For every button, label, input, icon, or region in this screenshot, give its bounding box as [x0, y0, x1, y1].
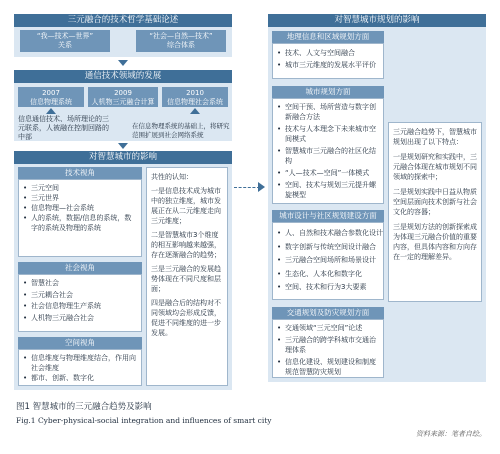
consensus-paragraph-4: 四是融合后的结构对不同领域均会形成反馈，促进不同维度的进一步发展。: [151, 299, 221, 337]
foundation-item-1-line1: “我—技术—世界”: [36, 32, 94, 40]
list-item: • 技术、人文与空间融合: [277, 48, 379, 60]
arrow-up-icon: [190, 108, 200, 114]
foundation-item-1: [20, 30, 110, 52]
regional-title: 地理信息和区域规划方面: [272, 31, 384, 43]
list-item: • 三元融合的跨学科城市交通治理体系: [277, 335, 379, 355]
urban-list: [273, 99, 383, 203]
list-item: • 空间、技术和行为3大要素: [277, 281, 379, 295]
foundation-title: 三元融合的技术哲学基础论述: [14, 14, 232, 27]
impact-title: 对智慧城市的影响: [14, 151, 232, 164]
foundation-item-2-line2: 综合体系: [167, 41, 195, 49]
list-item: • 智慧社会: [23, 278, 137, 290]
community-title: 城市设计与社区规划建设方面: [272, 210, 384, 222]
space-view-box: [18, 349, 142, 386]
list-item: • 城市三元维度的发展水平评价: [277, 60, 379, 72]
transport-title: 交通规划及防灾规划方面: [272, 307, 384, 319]
space-view-list: [19, 350, 141, 386]
consensus-paragraph-3: 三是三元融合的发展趋势体现在不同尺度和层面；: [151, 265, 221, 293]
list-item: • 信息维度与物理维度结合，作用向社会维度: [23, 353, 137, 373]
list-item: • 信息化建设、规划建设和制度规范智慧防灾规划: [277, 357, 379, 377]
arrow-up-icon: [46, 108, 56, 114]
list-item: • 人、自然和技术融合参数化设计: [277, 227, 379, 241]
tech-dev-note-left: 信息通信技术、场所理论的三元联系，人被融在控制回路的中部: [18, 115, 109, 141]
regional-box: [272, 43, 384, 79]
year-2007-label: 信息物理系统: [30, 98, 72, 106]
year-2009: 2009: [114, 89, 132, 97]
list-item: • 交通领域“三元空间”论述: [277, 323, 379, 333]
consensus-box: [146, 167, 228, 386]
list-item: • 生态化、人本化和数字化: [277, 268, 379, 282]
list-item: • 三元世界: [23, 193, 137, 203]
urban-title: 城市规划方面: [272, 86, 384, 98]
foundation-item-2-line1: “社会—自然—技术”: [149, 32, 213, 40]
community-list: [273, 223, 383, 299]
arrow-down-icon: [118, 60, 128, 66]
trend-item-3: 三是规划方法的创新探索成为体现三元融合价值的重要内容，但具体内容和方向存在一定的理解差异。: [393, 223, 477, 261]
figure-source: 资料来源：笔者自绘。: [416, 430, 486, 438]
list-item: • 三元耦合社会: [23, 290, 137, 302]
consensus-paragraph-1: 一是信息技术成为城市中的独立维度，城市发展正在从二元维度走向三元维度；: [151, 187, 221, 225]
list-item: • “人—技术—空间”一体模式: [277, 168, 379, 178]
foundation-item-1-line2: 关系: [58, 41, 72, 49]
list-item: • 人机物三元融合社会: [23, 313, 137, 325]
list-item: • 社会信息物理生产系统: [23, 301, 137, 313]
list-item: • 都市、创新、数字化: [23, 373, 137, 383]
trends-intro: 三元融合趋势下，智慧城市规划出现了以下特点：: [393, 128, 477, 146]
year-2010: 2010: [186, 89, 204, 97]
year-tile-2009: [88, 87, 158, 107]
social-view-box: [18, 274, 142, 332]
arrow-down-icon: [118, 143, 128, 149]
list-item: • 数字创新与传统空间设计融合: [277, 241, 379, 255]
trend-item-2: 二是规划实践中日益从物质空间层面向技术创新与社会文化的容器；: [393, 188, 477, 216]
year-2010-label: 信息物理社会系统: [167, 98, 223, 106]
tech-dev-note-right: 在信息物理系统的基础上，将研究范围扩展到社会网络系统: [132, 122, 230, 139]
space-view-title: 空间视角: [18, 337, 142, 349]
list-item: • 技术与人本理念下未来城市空间模式: [277, 124, 379, 144]
tech-view-title: 技术视角: [18, 167, 142, 179]
year-tile-2010: [162, 87, 228, 107]
list-item: • 信息物理—社会系统: [23, 203, 137, 213]
year-2007: 2007: [42, 89, 60, 97]
consensus-title: 共性的认知：: [151, 173, 193, 181]
planning-title: 对智慧城市规划的影响: [268, 14, 486, 27]
list-item: • 空间干预、场所营造与数字创新融合方法: [277, 102, 379, 122]
trends-box: [388, 122, 482, 302]
social-view-title: 社会视角: [18, 262, 142, 274]
figure-caption-en: Fig.1 Cyber-physical-social integration and influences of smart city: [16, 416, 272, 425]
tech-dev-title: 通信技术领域的发展: [14, 70, 232, 83]
list-item: • 空间、技术与规划三元提升螺旋模型: [277, 180, 379, 200]
tech-view-box: [18, 179, 142, 257]
transport-box: [272, 319, 384, 378]
figure-caption-cn: 图1 智慧城市的三元融合趋势及影响: [16, 402, 152, 412]
arrow-right-icon: [258, 182, 265, 192]
transport-list: [273, 320, 383, 380]
tech-view-list: [19, 180, 141, 236]
list-item: • 人的系统，数据/信息的系统，数字的系统及物理的系统: [23, 213, 137, 233]
connector-dashed-line: [234, 187, 260, 188]
trend-item-1: 一是规划研究和实践中，三元融合体现在城市规划不同领域的探索中；: [393, 153, 477, 181]
list-item: • 三元融合空间场所和场景设计: [277, 254, 379, 268]
foundation-item-2: [136, 30, 226, 52]
year-2009-label: 人机物三元融合计算: [91, 98, 155, 106]
social-view-list: [19, 275, 141, 327]
urban-box: [272, 98, 384, 204]
community-box: [272, 222, 384, 300]
regional-list: [273, 44, 383, 75]
consensus-paragraph-2: 二是智慧城市3个维度的相互影响越来越强，存在逐渐融合的趋势；: [151, 231, 221, 259]
year-tile-2007: [18, 87, 84, 107]
list-item: • 智慧城市三元融合的社区化结构: [277, 146, 379, 166]
list-item: • 三元空间: [23, 183, 137, 193]
